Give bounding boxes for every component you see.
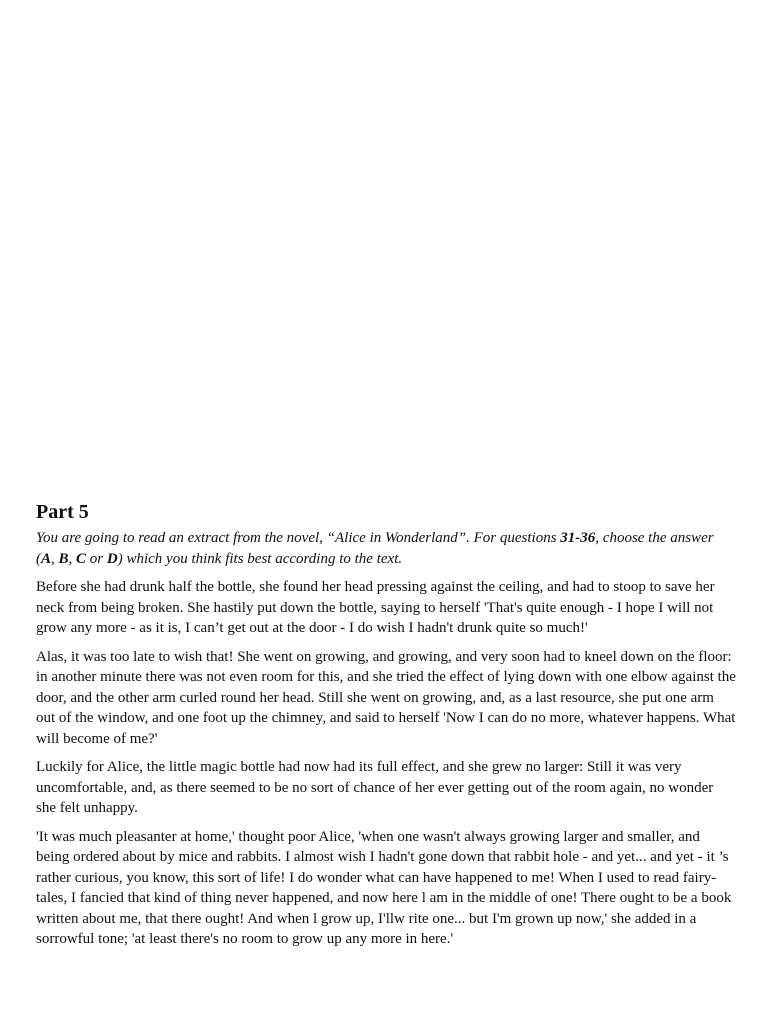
instructions-separator: , bbox=[51, 551, 59, 567]
exam-page-section bbox=[36, 499, 736, 958]
option-c: C bbox=[76, 551, 87, 567]
instructions bbox=[36, 528, 736, 570]
passage-paragraph: 'It was much pleasanter at home,' thought poor Alice, 'when one wasn't always growing larger and smaller, and being ordered about by mice and rabbits. I almost wish I hadn't gone down that rabbit hole - and yet... and yet - it ’s rather curious, you know, this sort of life! I do wonder what can have happened to me! When I used to read fairy-tales, I fancied that kind of thing never happened, and now here l am in the middle of one! There ought to be a book written about me, that there ought! And when l grow up, I'llw rite one... but I'm grown up now,' she added in a sorrowful tone; 'at least there's no room to grow up any more in here.' bbox=[36, 828, 732, 947]
instructions-separator: , bbox=[68, 551, 77, 567]
part-heading: Part 5 bbox=[36, 501, 89, 523]
option-a: A bbox=[41, 551, 52, 567]
option-d: D bbox=[106, 551, 118, 567]
instructions-separator: or bbox=[86, 551, 107, 567]
passage-paragraph: Alas, it was too late to wish that! She went on growing, and growing, and very soon had to kneel down on the floor: in another minute there was not even room for this, and she tried the effect of lying down with one elbow against the door, and the other arm curled round her head. Still she went on growing, and, as a last resource, she put one arm out of the window, and one foot up the chimney, and said to herself 'Now I can do no more, whatever happens. What will become of me?' bbox=[36, 648, 736, 747]
option-b: B bbox=[58, 551, 69, 567]
instructions-text: , choose the answer ( bbox=[36, 530, 714, 567]
question-range: 31-36 bbox=[560, 530, 596, 546]
passage-paragraph: Before she had drunk half the bottle, she found her head pressing against the ceiling, and had to stoop to save her neck from being broken. She hastily put down the bottle, saying to herself 'That's quite enough - I hope I will not grow any more - as it is, I can’t get out at the door - I do wish I hadn't drunk quite so much!' bbox=[36, 579, 715, 636]
passage-paragraph: Luckily for Alice, the little magic bottle had now had its full effect, and she grew no larger: Still it was very uncomfortable, and, as there seemed to be no sort of chance of her ever getting out of the room again, no wonder she felt unhappy. bbox=[36, 759, 714, 816]
instructions-text: ) which you think fits best according to the text. bbox=[117, 551, 403, 567]
instructions-text: You are going to read an extract from the novel, “Alice in Wonderland”. For questions bbox=[36, 530, 561, 546]
